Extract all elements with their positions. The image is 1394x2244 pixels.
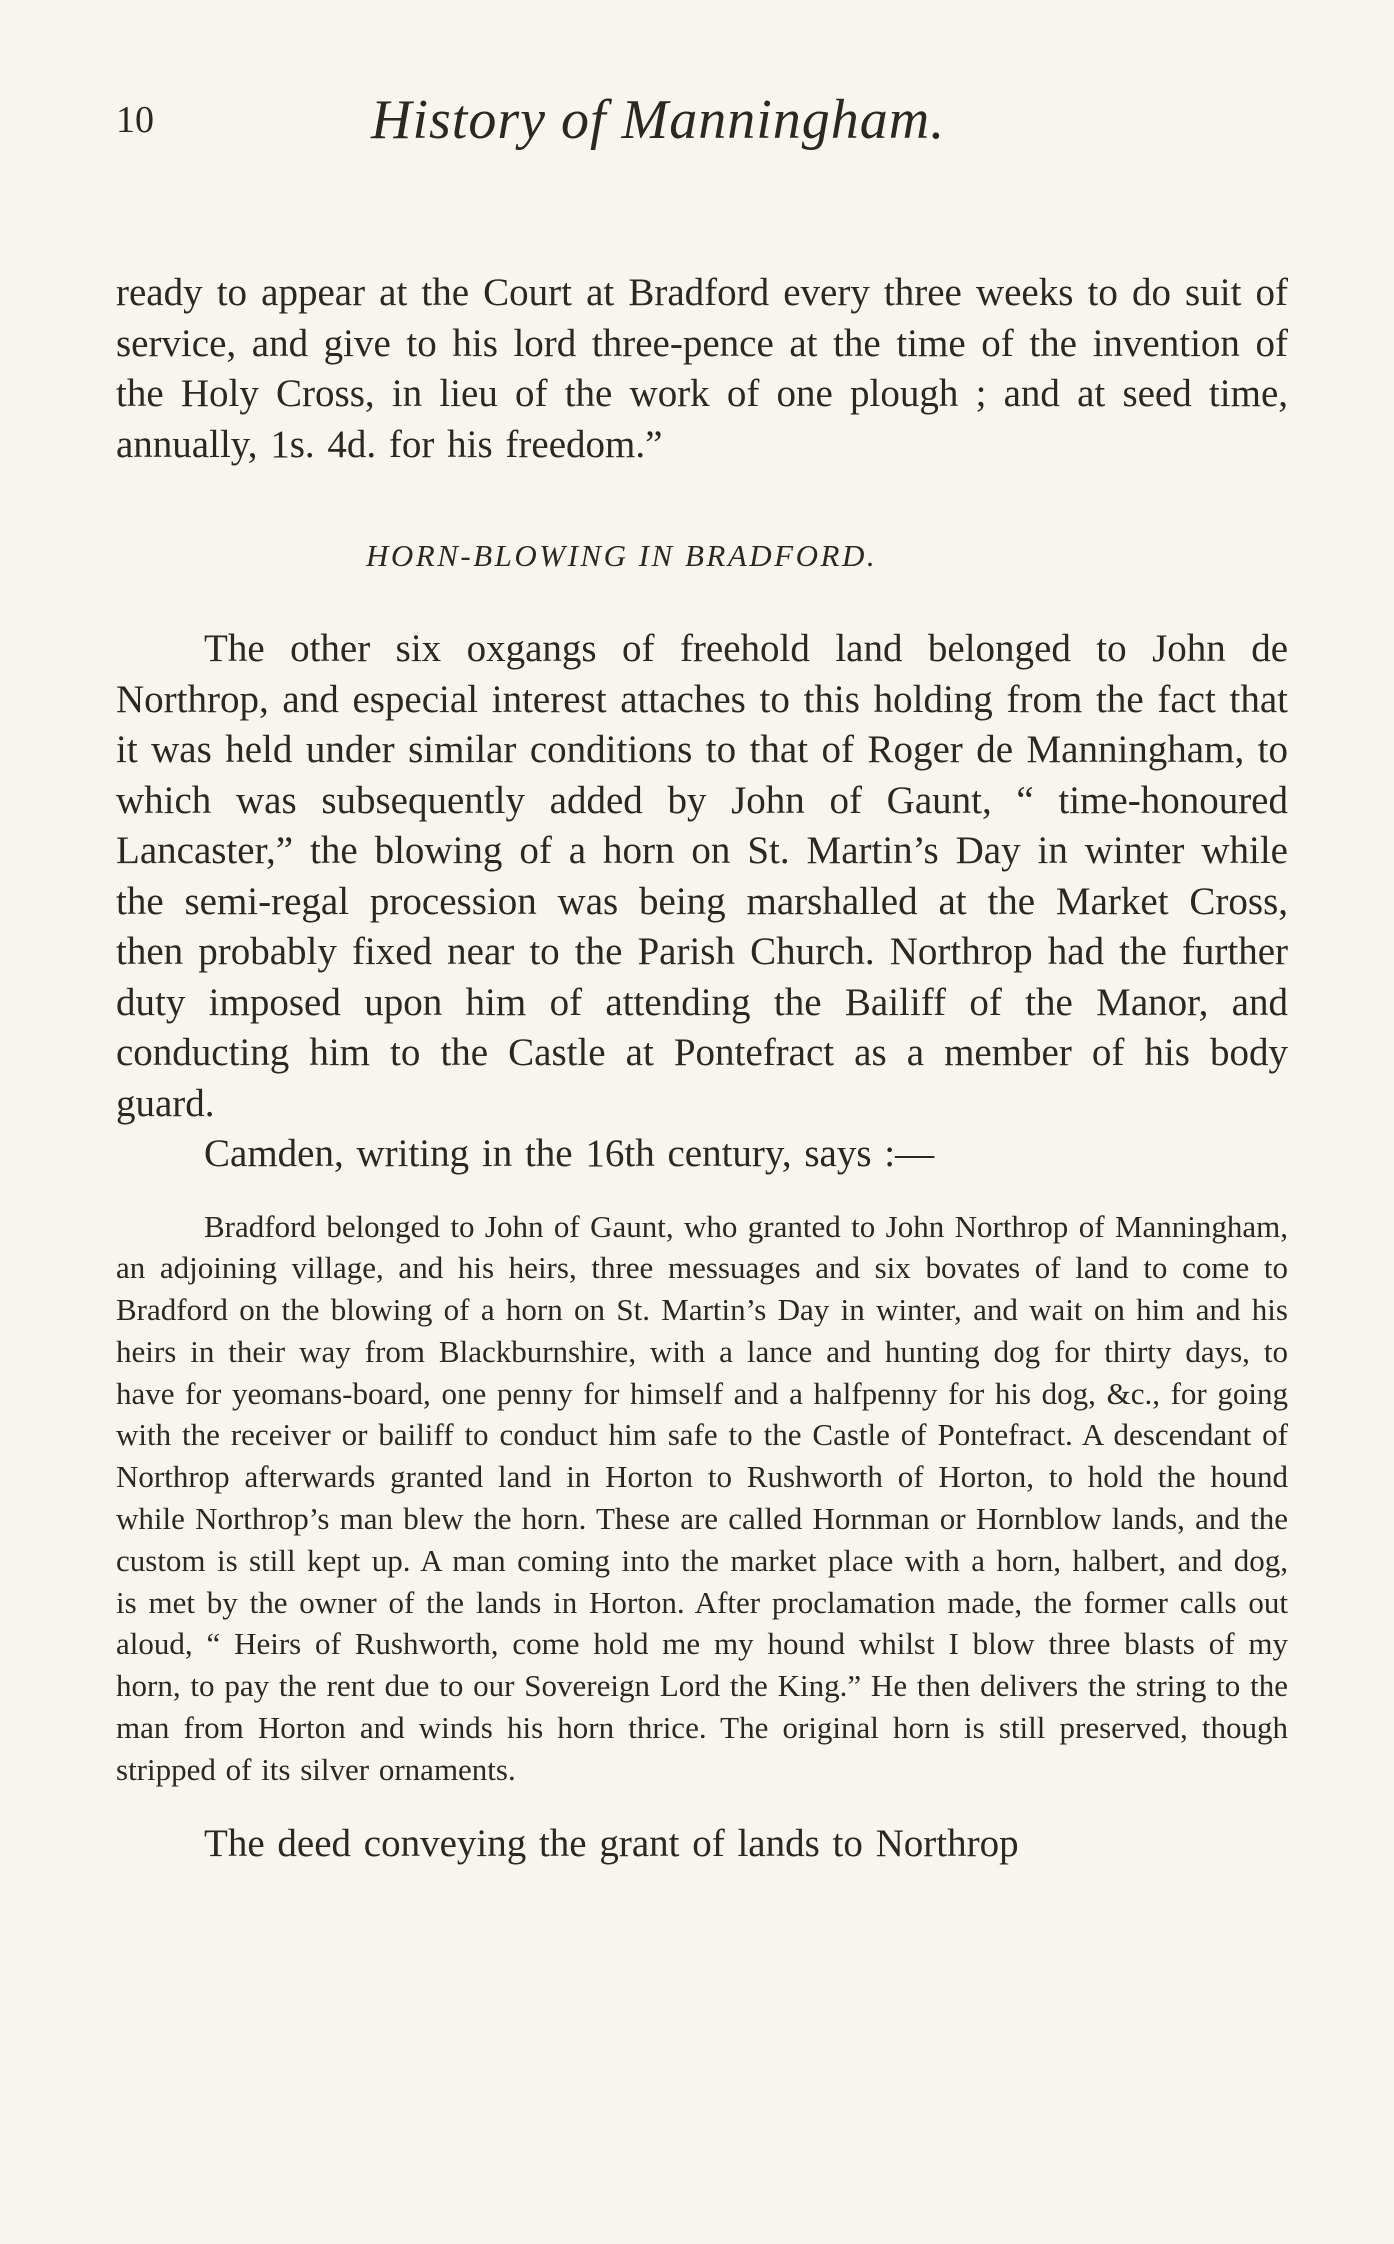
page-number: 10 [116, 99, 154, 141]
running-head [116, 88, 1288, 158]
camden-quotation: Bradford belonged to John of Gaunt, who granted to John Northrop of Manningham, an adjoining village, and his heirs, three messuages and six bovates of land to come to Bradford on the blowing of a horn on St. Martin’s Day in winter, and wait on him and his heirs in their way from Blackburnshire, with a lance and hunting dog for thirty days, to have for yeomans-board, one penny for himself and a halfpenny for his dog, &c., for going with the receiver or bailiff to conduct him safe to the Castle of Pontefract. A descendant of Northrop afterwards granted land in Horton to Rushworth of Horton, to hold the hound while Northrop’s man blew the horn. These are called Hornman or Hornblow lands, and the custom is still kept up. A man coming into the market place with a horn, halbert, and dog, is met by the owner of the lands in Horton. After proclamation made, the former calls out aloud, “ Heirs of Rushworth, come hold me my hound whilst I blow three blasts of my horn, to pay the rent due to our Sovereign Lord the King.” He then delivers the string to the man from Horton and winds his horn thrice. The original horn is still preserved, though stripped of its silver ornaments. [116, 1208, 1288, 1787]
oxgangs-paragraph: The other six oxgangs of freehold land belonged to John de Northrop, and especial interest attaches to this holding from the fact that it was held under similar conditions to that of Roger de Manningham, to which was subsequently added by John of Gaunt, “ time-honoured Lancaster,” the blowing of a horn on St. Martin’s Day in winter while the semi-regal procession was being marshalled at the Market Cross, then probably fixed near to the Parish Church. Northrop had the further duty imposed upon him of attending the Bailiff of the Manor, and conducting him to the Castle at Pontefract as a member of his body guard. [116, 627, 1288, 1125]
continued-paragraph: ready to appear at the Court at Bradford every three weeks to do suit of service, and give to his lord three-pence at the time of the invention of the Holy Cross, in lieu of the work of one plough ; and at seed time, annually, 1s. 4d. for his freedom.” [116, 271, 1288, 466]
book-title: History of Manningham. [371, 89, 946, 151]
deed-paragraph: The deed conveying the grant of lands to Northrop [204, 1821, 1019, 1865]
section-heading: HORN-BLOWING IN BRADFORD. [366, 538, 878, 573]
camden-intro-paragraph: Camden, writing in the 16th century, says :— [204, 1132, 935, 1175]
book-page [116, 88, 1288, 2218]
